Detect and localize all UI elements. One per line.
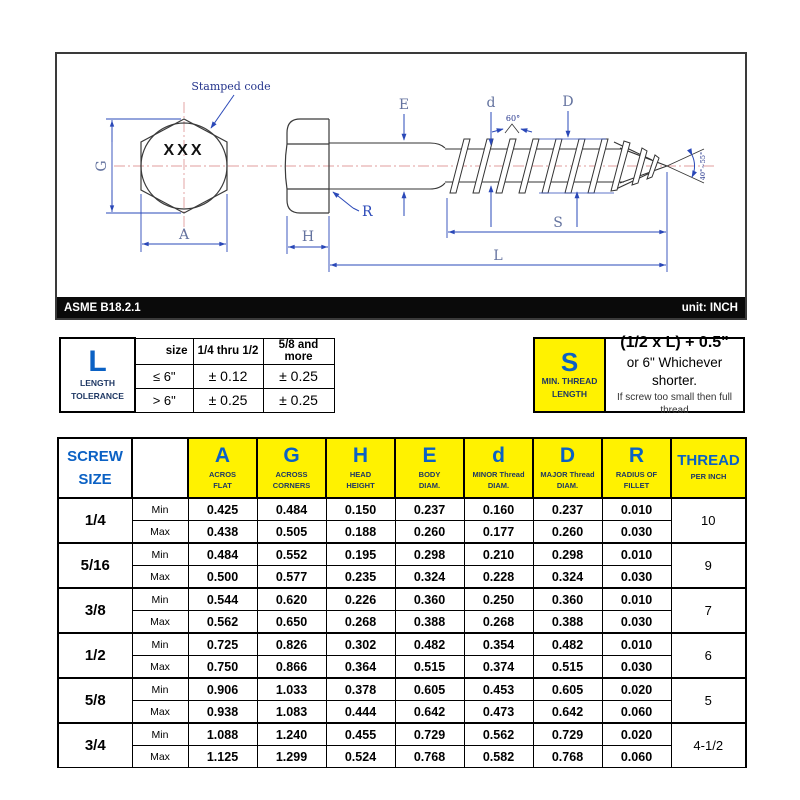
max-value-cell: 0.438: [188, 521, 257, 544]
column-subtitle: DIAM.: [487, 480, 510, 490]
column-letter: H: [352, 443, 369, 467]
min-value-cell: 0.826: [257, 633, 326, 656]
threads-per-inch-cell: 7: [671, 588, 746, 633]
threads-per-inch-cell: 6: [671, 633, 746, 678]
max-value-cell: 0.750: [188, 656, 257, 679]
max-label-cell: Max: [132, 701, 188, 724]
column-header-H: [326, 438, 395, 498]
max-label-cell: Max: [132, 656, 188, 679]
length-tolerance-symbol-cell: [60, 338, 135, 412]
tol-row2-v1: ± 0.25: [193, 388, 263, 412]
symbol-S-title-1: MIN. THREAD: [541, 376, 598, 387]
min-value-cell: 0.562: [464, 723, 533, 746]
min-value-cell: 1.240: [257, 723, 326, 746]
min-value-cell: 0.150: [326, 498, 395, 521]
max-value-cell: 0.364: [326, 656, 395, 679]
corner-line1: SCREW: [67, 447, 123, 465]
min-value-cell: 0.360: [533, 588, 602, 611]
min-label-cell: Min: [132, 633, 188, 656]
tol-row2-v2: ± 0.25: [263, 388, 334, 412]
dimension-label-E: E: [398, 97, 410, 113]
min-value-cell: 0.298: [395, 543, 464, 566]
min-value-cell: 0.482: [533, 633, 602, 656]
tol-row1-v1: ± 0.12: [193, 364, 263, 388]
thread-angle-label: 60°: [505, 114, 521, 123]
table-row: [58, 543, 746, 566]
thread-angle-lines: [505, 124, 519, 133]
min-value-cell: 0.552: [257, 543, 326, 566]
max-value-cell: 0.473: [464, 701, 533, 724]
max-value-cell: 0.524: [326, 746, 395, 768]
max-value-cell: 0.562: [188, 611, 257, 634]
max-value-cell: 0.388: [395, 611, 464, 634]
symbol-L: L: [88, 345, 107, 379]
min-label-cell: Min: [132, 678, 188, 701]
screw-size-cell: 5/16: [58, 543, 132, 588]
max-value-cell: 0.324: [533, 566, 602, 589]
column-header-thread: [671, 438, 746, 498]
min-label-cell: Min: [132, 543, 188, 566]
table-row: [58, 611, 746, 634]
min-value-cell: 0.605: [395, 678, 464, 701]
threads-per-inch-cell: 10: [671, 498, 746, 543]
max-label-cell: Max: [132, 521, 188, 544]
min-value-cell: 0.195: [326, 543, 395, 566]
standard-name: ASME B18.2.1: [64, 301, 141, 314]
min-value-cell: 0.620: [257, 588, 326, 611]
dimension-label-R: R: [362, 204, 373, 220]
screw-size-cell: 3/8: [58, 588, 132, 633]
column-header-A: [188, 438, 257, 498]
max-value-cell: 0.642: [395, 701, 464, 724]
dimension-label-G: G: [94, 160, 110, 172]
table-row: [58, 746, 746, 768]
column-subtitle: FILLET: [623, 480, 650, 490]
max-value-cell: 0.030: [602, 611, 671, 634]
length-tolerance-table: [59, 337, 335, 413]
min-value-cell: 0.378: [326, 678, 395, 701]
column-header-E: [395, 438, 464, 498]
column-subtitle: RADIUS OF: [615, 469, 658, 479]
min-value-cell: 0.482: [395, 633, 464, 656]
min-value-cell: 0.237: [533, 498, 602, 521]
table-row: [58, 723, 746, 746]
dimension-label-S: S: [553, 215, 563, 231]
max-value-cell: 0.260: [533, 521, 602, 544]
min-value-cell: 0.210: [464, 543, 533, 566]
table-row: [58, 701, 746, 724]
column-subtitle: HEAD: [349, 469, 372, 479]
max-value-cell: 0.515: [395, 656, 464, 679]
column-subtitle: CORNERS: [272, 480, 311, 490]
max-value-cell: 0.268: [464, 611, 533, 634]
table-header-row: [58, 438, 746, 498]
max-value-cell: 0.030: [602, 656, 671, 679]
min-value-cell: 0.729: [395, 723, 464, 746]
stamped-code-text: XXX: [163, 142, 205, 159]
max-value-cell: 0.030: [602, 521, 671, 544]
corner-header: [58, 438, 132, 498]
max-value-cell: 0.188: [326, 521, 395, 544]
column-subtitle: MAJOR Thread: [540, 469, 595, 479]
standard-bar: [57, 297, 745, 318]
max-value-cell: 0.642: [533, 701, 602, 724]
thread-title: THREAD: [677, 451, 740, 469]
thread-length-line2: or 6" Whichever shorter.: [626, 355, 723, 389]
blank-header: [132, 438, 188, 498]
table-row: [58, 588, 746, 611]
symbol-S-title-2: LENGTH: [552, 389, 587, 399]
point-angle-label: 40°~55°: [699, 151, 707, 181]
stamped-code-label: Stamped code: [191, 80, 271, 93]
max-value-cell: 0.268: [326, 611, 395, 634]
max-value-cell: 0.177: [464, 521, 533, 544]
column-header-D: [533, 438, 602, 498]
min-value-cell: 0.354: [464, 633, 533, 656]
max-value-cell: 0.060: [602, 746, 671, 768]
thread-angle-arrows: [492, 129, 532, 132]
dimension-label-d: d: [486, 95, 496, 111]
min-value-cell: 0.425: [188, 498, 257, 521]
max-value-cell: 0.374: [464, 656, 533, 679]
tol-row2-size: > 6": [135, 388, 193, 412]
centerlines: [114, 102, 714, 232]
column-subtitle: MINOR Thread: [472, 469, 525, 479]
table-row: [58, 656, 746, 679]
thread-length-note: [533, 334, 745, 417]
column-header-d: [464, 438, 533, 498]
max-label-cell: Max: [132, 611, 188, 634]
max-value-cell: 1.125: [188, 746, 257, 768]
min-value-cell: 0.298: [533, 543, 602, 566]
dimension-label-A: A: [178, 227, 190, 243]
thread-length-symbol-cell: [535, 339, 606, 411]
table-row: [58, 633, 746, 656]
tol-header-small: 1/4 thru 1/2: [193, 338, 263, 364]
min-value-cell: 0.453: [464, 678, 533, 701]
thread-length-formula: (1/2 x L) + 0.5": [620, 334, 729, 352]
min-label-cell: Min: [132, 723, 188, 746]
column-subtitle: ACROS: [208, 469, 237, 479]
min-value-cell: 0.729: [533, 723, 602, 746]
min-value-cell: 1.033: [257, 678, 326, 701]
column-subtitle: FLAT: [213, 480, 232, 490]
min-value-cell: 0.605: [533, 678, 602, 701]
min-value-cell: 0.010: [602, 633, 671, 656]
column-subtitle: DIAM.: [556, 480, 579, 490]
max-value-cell: 0.388: [533, 611, 602, 634]
max-label-cell: Max: [132, 746, 188, 768]
tol-header-size: size: [135, 338, 193, 364]
max-value-cell: 0.577: [257, 566, 326, 589]
min-value-cell: 0.010: [602, 498, 671, 521]
max-value-cell: 0.866: [257, 656, 326, 679]
max-value-cell: 0.500: [188, 566, 257, 589]
min-value-cell: 0.020: [602, 678, 671, 701]
max-label-cell: Max: [132, 566, 188, 589]
max-value-cell: 0.444: [326, 701, 395, 724]
symbol-L-title-1: LENGTH: [80, 378, 115, 389]
min-value-cell: 0.237: [395, 498, 464, 521]
tol-row1-v2: ± 0.25: [263, 364, 334, 388]
column-header-R: [602, 438, 671, 498]
threads-per-inch-cell: 4-1/2: [671, 723, 746, 768]
max-value-cell: 0.505: [257, 521, 326, 544]
max-value-cell: 0.515: [533, 656, 602, 679]
column-letter: d: [492, 443, 505, 467]
lag-screw-drawing: [57, 54, 745, 295]
unit-label: unit: INCH: [681, 301, 738, 314]
column-letter: D: [559, 443, 576, 467]
stamped-code-leader: [211, 95, 234, 128]
max-value-cell: 0.260: [395, 521, 464, 544]
max-value-cell: 0.768: [533, 746, 602, 768]
symbol-L-title-2: TOLERANCE: [71, 391, 124, 401]
min-value-cell: 0.906: [188, 678, 257, 701]
screw-size-cell: 5/8: [58, 678, 132, 723]
screw-size-cell: 3/4: [58, 723, 132, 768]
min-label-cell: Min: [132, 588, 188, 611]
column-subtitle: DIAM.: [418, 480, 441, 490]
thread-length-line3: If screw too small then full thread: [616, 391, 733, 417]
table-row: [58, 521, 746, 544]
column-header-G: [257, 438, 326, 498]
column-subtitle: ACROSS: [275, 469, 308, 479]
max-value-cell: 0.235: [326, 566, 395, 589]
screw-size-cell: 1/2: [58, 633, 132, 678]
table-row: [58, 678, 746, 701]
column-subtitle: BODY: [418, 469, 441, 479]
max-value-cell: 0.060: [602, 701, 671, 724]
max-value-cell: 1.299: [257, 746, 326, 768]
min-value-cell: 0.484: [257, 498, 326, 521]
screw-size-cell: 1/4: [58, 498, 132, 543]
max-value-cell: 1.083: [257, 701, 326, 724]
max-value-cell: 0.938: [188, 701, 257, 724]
column-subtitle: HEIGHT: [346, 480, 375, 490]
thread-sub: PER INCH: [690, 472, 727, 482]
threads-per-inch-cell: 9: [671, 543, 746, 588]
min-value-cell: 0.544: [188, 588, 257, 611]
max-value-cell: 0.324: [395, 566, 464, 589]
min-value-cell: 0.020: [602, 723, 671, 746]
column-letter: E: [422, 443, 437, 467]
table-row: [58, 566, 746, 589]
threads-per-inch-cell: 5: [671, 678, 746, 723]
thread-length-text: [606, 334, 743, 417]
min-value-cell: 0.250: [464, 588, 533, 611]
drawing-frame: [55, 52, 747, 320]
dimension-label-L: L: [493, 248, 503, 264]
min-value-cell: 0.725: [188, 633, 257, 656]
tol-header-large: 5/8 and more: [263, 338, 334, 364]
min-value-cell: 0.226: [326, 588, 395, 611]
dimension-label-H: H: [301, 229, 315, 245]
column-letter: A: [214, 443, 231, 467]
min-value-cell: 0.360: [395, 588, 464, 611]
column-letter: G: [283, 443, 300, 467]
min-value-cell: 0.010: [602, 543, 671, 566]
min-value-cell: 1.088: [188, 723, 257, 746]
dimension-label-D: D: [562, 94, 574, 110]
max-value-cell: 0.768: [395, 746, 464, 768]
corner-line2: SIZE: [78, 471, 112, 488]
min-value-cell: 0.455: [326, 723, 395, 746]
max-value-cell: 0.030: [602, 566, 671, 589]
min-value-cell: 0.484: [188, 543, 257, 566]
min-label-cell: Min: [132, 498, 188, 521]
min-value-cell: 0.302: [326, 633, 395, 656]
min-value-cell: 0.010: [602, 588, 671, 611]
max-value-cell: 0.650: [257, 611, 326, 634]
max-value-cell: 0.582: [464, 746, 533, 768]
tol-row1-size: ≤ 6": [135, 364, 193, 388]
symbol-S: S: [560, 347, 579, 378]
table-row: [58, 498, 746, 521]
column-letter: R: [628, 443, 645, 467]
min-value-cell: 0.160: [464, 498, 533, 521]
max-value-cell: 0.228: [464, 566, 533, 589]
dim-R-leader: [333, 192, 359, 211]
dimension-table: [57, 437, 747, 768]
